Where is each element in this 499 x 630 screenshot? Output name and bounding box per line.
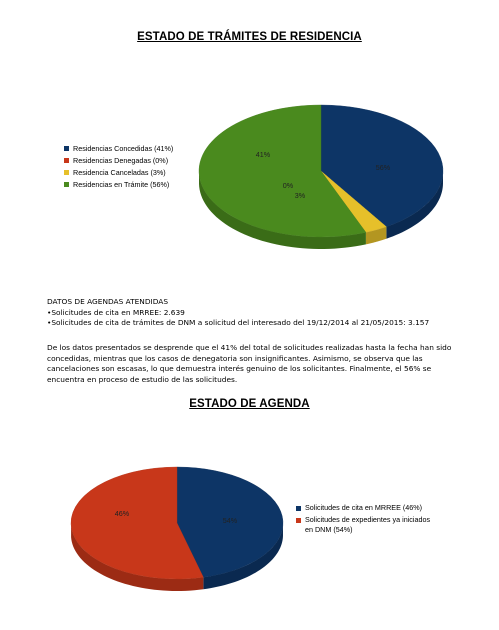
stats-line: •Solicitudes de cita en MRREE: 2.639 bbox=[47, 307, 185, 317]
section-title-residencia: ESTADO DE TRÁMITES DE RESIDENCIA bbox=[137, 31, 362, 43]
section-title-agenda: ESTADO DE AGENDA bbox=[189, 398, 310, 410]
legend-label: Residencia Canceladas (3%) bbox=[73, 168, 166, 177]
pie-data-label: 56% bbox=[375, 163, 391, 172]
legend-swatch bbox=[296, 518, 301, 523]
pie-data-label: 0% bbox=[282, 181, 294, 190]
legend-residencia bbox=[64, 143, 214, 191]
legend-label: Residencias Concedidas (41%) bbox=[73, 144, 174, 153]
pie-data-label: 41% bbox=[255, 150, 271, 159]
legend-label: Residencias en Trámite (56%) bbox=[73, 180, 170, 189]
legend-agenda bbox=[296, 503, 436, 537]
legend-label: Solicitudes de cita en MRREE (46%) bbox=[305, 503, 423, 512]
pie-chart-residencia bbox=[199, 105, 443, 249]
legend-item-en-tramite bbox=[64, 179, 214, 191]
pie-data-label: 3% bbox=[294, 191, 306, 200]
pie-chart-agenda bbox=[71, 467, 283, 591]
legend-item-concedidas bbox=[64, 143, 214, 155]
stats-line: •Solicitudes de cita de trámites de DNM a solicitud del interesado del 19/12/2014 al 21/05/2015: 3.157 bbox=[47, 318, 430, 327]
summary-paragraph: De los datos presentados se desprende que el 41% del total de solicitudes realizadas hasta la fecha han sido concedidas, mientras que los casos de denegatoria son insignificantes. Asimismo, se observa que las cancelaciones son escasas, lo que demuestra interés genuino de los solicitantes. Finalmente, el 56% se encuentra en proceso de estudio de las solicitudes. bbox=[47, 343, 452, 384]
stats-block bbox=[47, 297, 467, 329]
legend-item-canceladas bbox=[64, 167, 214, 179]
legend-swatch bbox=[64, 158, 69, 163]
legend-item-mrree bbox=[296, 503, 436, 513]
legend-label: Residencias Denegadas (0%) bbox=[73, 156, 169, 165]
stats-heading: DATOS DE AGENDAS ATENDIDAS bbox=[47, 297, 169, 306]
legend-swatch bbox=[64, 182, 69, 187]
legend-swatch bbox=[64, 146, 69, 151]
legend-label: Solicitudes de expedientes ya iniciados en DNM (54%) bbox=[305, 515, 431, 534]
legend-item-denegadas bbox=[64, 155, 214, 167]
legend-item-dnm bbox=[296, 515, 436, 535]
legend-swatch bbox=[64, 170, 69, 175]
pie-data-label: 46% bbox=[114, 509, 130, 518]
legend-swatch bbox=[296, 506, 301, 511]
pie-data-label: 54% bbox=[222, 516, 238, 525]
